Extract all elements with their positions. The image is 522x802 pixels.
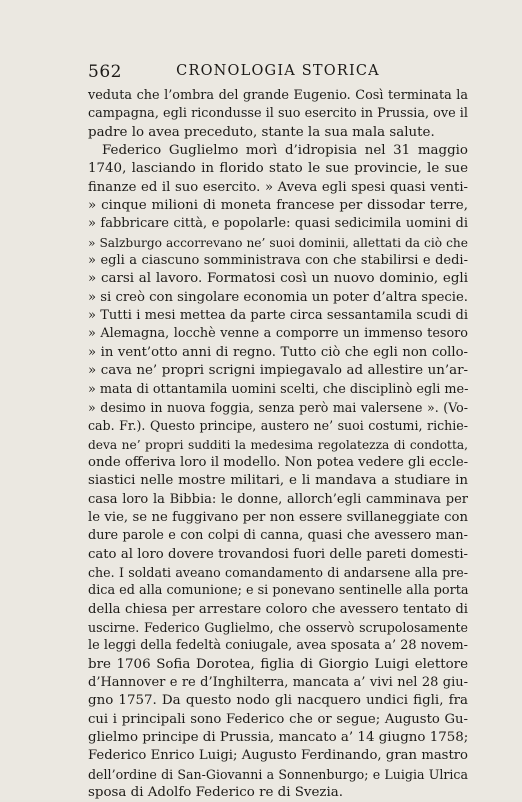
text-line: dure parole e con colpi di canna, quasi che avessero man-: [88, 528, 468, 544]
text-line: » si creò con singolare economia un poter d’altra specie.: [88, 289, 468, 305]
text-line: Federico Enrico Luigi; Augusto Ferdinando, gran mastro: [88, 748, 468, 764]
page-header: [88, 62, 468, 86]
text-line: cab. Fr.). Questo principe, austero ne’ suoi costumi, richie-: [88, 418, 468, 434]
text-line: » egli a ciascuno somministrava con che stabilirsi e dedi-: [88, 253, 468, 269]
text-line: » Tutti i mesi mettea da parte circa sessantamila scudi di: [88, 308, 468, 324]
text-line: campagna, egli ricondusse il suo esercito in Prussia, ove il: [88, 106, 468, 122]
text-line: » in vent’otto anni di regno. Tutto ciò che egli non collo-: [88, 344, 468, 360]
text-line: » mata di ottantamila uomini scelti, che disciplinò egli me-: [88, 381, 469, 397]
text-line: le vie, se ne fuggivano per non essere svillaneggiate con: [88, 509, 468, 525]
text-line: casa loro la Bibbia: le donne, allorch’egli camminava per: [88, 491, 468, 507]
text-line: dica ed alla comunione; e si ponevano sentinelle alla porta: [88, 583, 469, 599]
body-text: [88, 87, 468, 802]
text-line: onde offeriva loro il modello. Non potea vedere gli eccle-: [88, 454, 469, 470]
text-line: bre 1706 Sofia Dorotea, figlia di Giorgio Luigi elettore: [88, 656, 468, 672]
text-line: » cinque milioni di moneta francese per dissodar terre,: [88, 198, 468, 214]
text-line: 1740, lasciando in florido stato le sue provincie, le sue: [88, 161, 468, 177]
text-line: le leggi della fedeltà coniugale, avea sposata a’ 28 novem-: [88, 638, 468, 654]
text-line: padre lo avea preceduto, stante la sua mala salute.: [88, 124, 435, 140]
text-line: d’Hannover e re d’Inghilterra, mancata a’ vivi nel 28 giu-: [88, 675, 468, 690]
text-line: gno 1757. Da questo nodo gli nacquero undici figli, fra: [88, 693, 468, 709]
text-line: » desimo in nuova foggia, senza però mai valersene ». (Vo-: [88, 399, 468, 415]
running-title: CRONOLOGIA STORICA: [176, 63, 380, 79]
text-line: cato al loro dovere trovandosi fuori delle pareti domesti-: [88, 546, 468, 562]
text-line: dell’ordine di San-Giovanni a Sonnenburgo; e Luigia Ulrica: [88, 766, 468, 782]
text-line: cui i principali sono Federico che or segue; Augusto Gu-: [88, 711, 468, 727]
text-line: » fabbricare città, e popolarle: quasi sedicimila uomini di: [88, 216, 468, 232]
text-line: sposa di Adolfo Federico re di Svezia.: [88, 785, 344, 801]
text-line: » cava ne’ propri scrigni impiegavalo ad allestire un’ar-: [88, 363, 468, 379]
text-line: uscirne. Federico Guglielmo, che osservò scrupolosamente: [88, 619, 468, 635]
text-line: glielmo principe di Prussia, mancato a’ 14 giugno 1758;: [88, 730, 469, 746]
text-line: » Salzburgo accorrevano ne’ suoi dominii, allettati da ciò che: [88, 235, 468, 250]
text-line: che. I soldati aveano comandamento di andarsene alla pre-: [88, 564, 468, 580]
text-line: deva ne’ propri sudditi la medesima regolatezza di condotta,: [88, 437, 468, 452]
page-number: 562: [88, 62, 122, 82]
text-line: veduta che l’ombra del grande Eugenio. Così terminata la: [88, 88, 468, 103]
text-line: finanze ed il suo esercito. » Aveva egli spesi quasi venti-: [88, 179, 468, 195]
text-line: Federico Guglielmo morì d’idropisia nel 31 maggio: [102, 143, 468, 159]
text-line: » Alemagna, locchè venne a comporre un immenso tesoro: [88, 326, 468, 342]
text-line: siastici nelle mostre militari, e li mandava a studiare in: [88, 473, 468, 489]
text-line: della chiesa per arrestare coloro che avessero tentato di: [88, 601, 468, 617]
text-line: » carsi al lavoro. Formatosi così un nuovo dominio, egli: [88, 271, 468, 287]
